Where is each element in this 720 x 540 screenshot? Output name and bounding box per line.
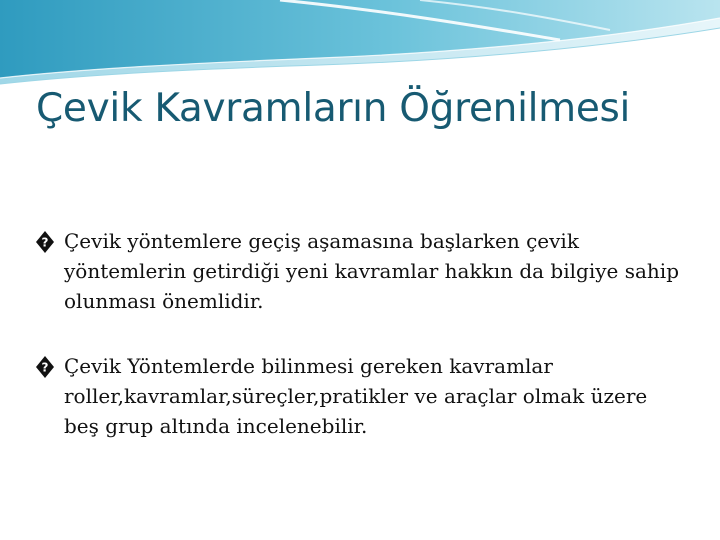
svg-text:?: ? (41, 360, 49, 375)
bullet-text: Çevik Yöntemlerde bilinmesi gereken kavramlar roller,kavramlar,süreçler,pratikler ve araçlar olmak üzere beş grup altında incelenebilir. (64, 354, 648, 438)
slide-title: Çevik Kavramların Öğrenilmesi (36, 86, 631, 131)
bullet-list (35, 226, 685, 476)
missing-glyph-icon (35, 351, 64, 381)
bullet-text: Çevik yöntemlere geçiş aşamasına başlarken çevik yöntemlerin getirdiği yeni kavramlar hakkın da bilgiye sahip olunması önemlidir. (64, 229, 679, 313)
svg-text:?: ? (41, 235, 49, 250)
missing-glyph-icon (35, 226, 64, 256)
bullet-item (35, 351, 685, 441)
bullet-item (35, 226, 685, 316)
header-wave-decoration (0, 0, 720, 90)
